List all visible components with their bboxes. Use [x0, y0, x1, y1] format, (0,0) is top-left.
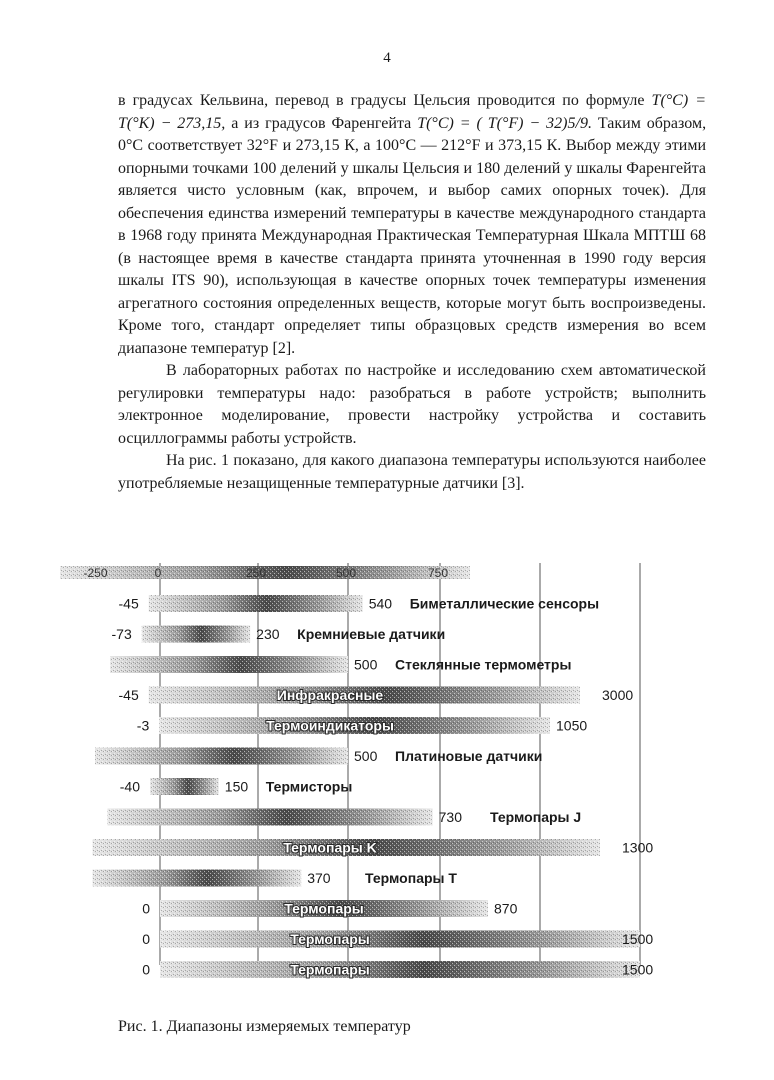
sensor-label: Термопары: [290, 931, 370, 947]
formula-fahrenheit: T(°C) = ( T(°F) − 32)5/9.: [417, 114, 592, 132]
range-bar-texture: [150, 778, 219, 795]
range-max-label: 500: [354, 748, 378, 764]
formula-kelvin: T(°C) = T(°K) − 273,15,: [118, 92, 707, 132]
range-min-label: -3: [136, 717, 150, 734]
range-max-label: 1500: [622, 961, 654, 978]
sensor-label: Термопары: [284, 900, 364, 917]
range-min-label: -40: [119, 778, 140, 795]
range-bar-texture: [110, 656, 348, 673]
sensor-label: Инфракрасные: [276, 687, 384, 703]
page-number: 4: [383, 50, 391, 66]
range-bar-texture: [160, 931, 640, 948]
range-bar-texture: [95, 748, 348, 765]
range-max-label: 1500: [622, 931, 654, 947]
paragraph-standards: Таким образом, 0°C соответствует 32°F и 273,15 К, а 100°C — 212°F и 373,15 К. Выбор между этими опорными точками 100 делений у шкалы Цельсия и 180 делений у шкалы Фаренгейта является чисто условным (как, впрочем, и выбор самих опорных точек). Для обеспечения единства измерений температуры в качестве международного стандарта в 1968 году принята Международная Практическая Температурная Шкала МПТШ 68 (в настоящее время в качестве стандарта принята уточненная в 1990 году версия шкалы ITS 90), использующая в качестве опорных точек температуры изменения агрегатного состояния определенных веществ, которые могут быть воспроизведены. Кроме того, стандарт определяет типы образцовых средств измерения во всем диапазоне температур [2].: [118, 114, 707, 357]
sensor-label: Термоиндикаторы: [266, 717, 394, 734]
range-max-label: 500: [354, 656, 378, 673]
range-max-label: 730: [438, 809, 462, 825]
range-max-label: 150: [224, 778, 249, 795]
range-max-label: 540: [368, 595, 393, 612]
range-min-label: 0: [142, 961, 150, 978]
sensor-label: Биметаллические сенсоры: [409, 595, 600, 612]
sensor-label: Термопары: [290, 961, 370, 978]
temperature-range-chart: [0, 555, 774, 995]
sensor-label: Платиновые датчики: [395, 748, 543, 764]
range-max-label: 370: [307, 870, 331, 886]
range-min-label: -45: [118, 687, 139, 703]
formula-fahrenheit-intro: а из градусов Фаренгейта: [231, 114, 412, 132]
tick-label: 250: [245, 566, 267, 580]
sensor-label: Термопары T: [365, 870, 457, 886]
paragraph-formula: [118, 90, 706, 360]
tick-label: 0: [154, 566, 162, 580]
range-min-label: -73: [111, 626, 132, 642]
body-text: [118, 90, 706, 495]
sensor-label: Термисторы: [265, 778, 353, 795]
range-bar-texture: [149, 595, 363, 612]
range-bar-texture: [93, 870, 302, 887]
tick-label: 500: [335, 566, 357, 580]
range-max-label: 1050: [556, 717, 588, 734]
sensor-label: Термопары K: [283, 839, 377, 856]
range-max-label: 230: [256, 626, 280, 642]
range-max-label: 1300: [622, 839, 654, 856]
sensor-label: Стеклянные термометры: [395, 656, 572, 673]
range-bar-texture: [108, 809, 433, 826]
range-bar-texture: [160, 961, 640, 978]
tick-label: 750: [427, 566, 449, 580]
tick-label: -250: [83, 566, 108, 580]
paragraph-lab-work: В лабораторных работах по настройке и исследованию схем автоматической регулировки температуры надо: разобраться в работе устройств; выполнить электронное моделирование, провести настройку устройства и составить осциллограммы работы устройств.: [118, 362, 706, 447]
sensor-label: Кремниевые датчики: [297, 626, 446, 642]
range-min-label: 0: [142, 900, 150, 917]
chart-bars: [93, 595, 654, 978]
chart-tick-labels: [60, 566, 470, 580]
formula-intro: в градусах Кельвина, перевод в градусы Цельсия проводится по формуле: [118, 92, 645, 109]
range-max-label: 3000: [602, 687, 634, 703]
range-max-label: 870: [494, 900, 518, 917]
sensor-label: Термопары J: [490, 809, 582, 825]
paragraph-figure-intro: На рис. 1 показано, для какого диапазона температуры используются наиболее употребляемые незащищенные температурные датчики [3].: [118, 452, 706, 492]
figure-caption: Рис. 1. Диапазоны измеряемых температур: [118, 1018, 411, 1035]
range-bar-texture: [142, 626, 250, 643]
range-min-label: 0: [142, 931, 150, 947]
range-min-label: -45: [118, 595, 139, 612]
